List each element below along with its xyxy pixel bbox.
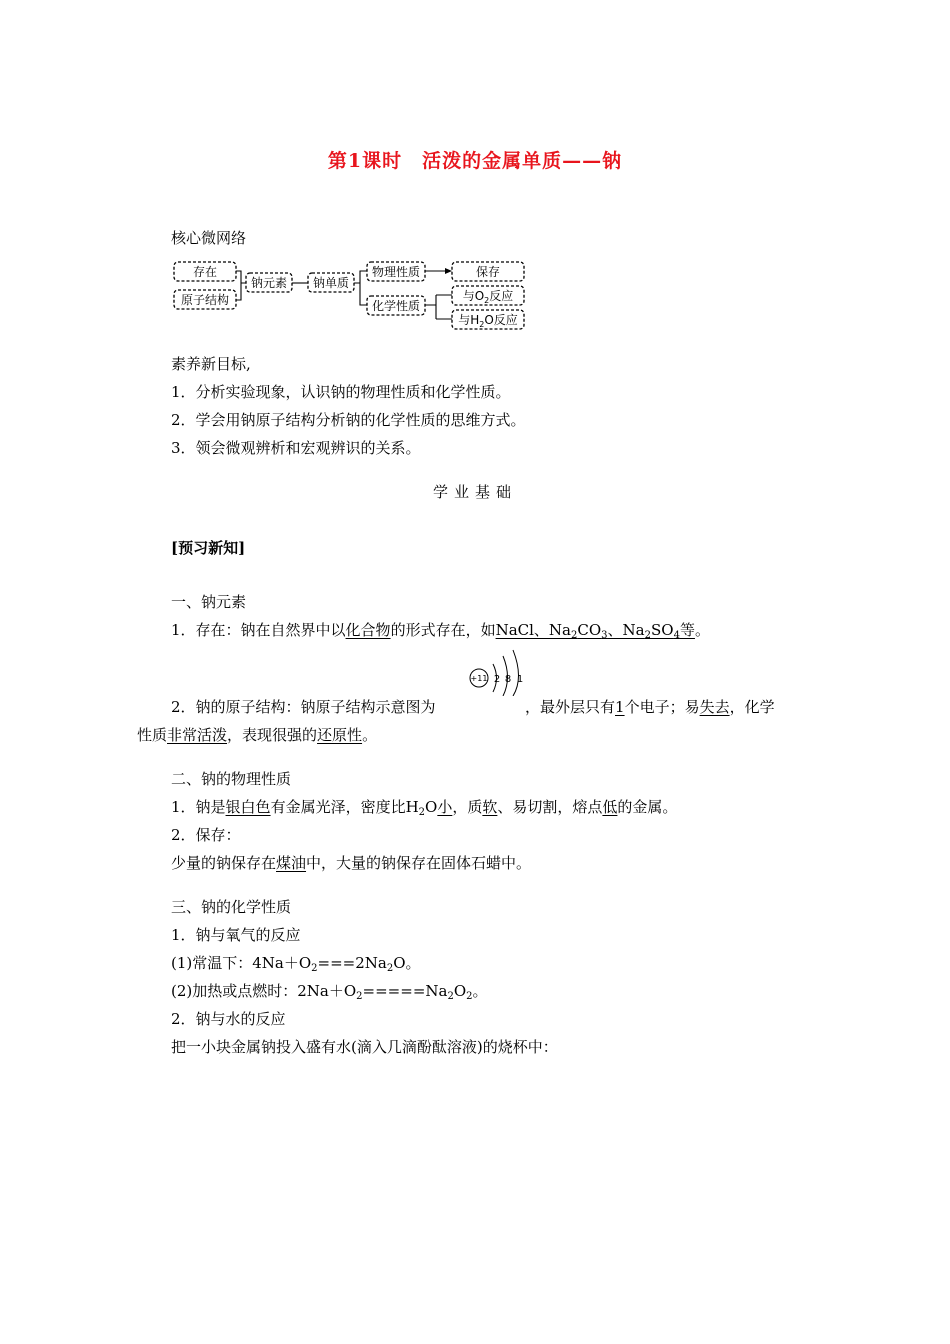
- shell-count: 2: [493, 674, 501, 685]
- part2-line3: 少量的钠保存在煤油中，大量的钠保存在固体石蜡中。: [171, 854, 532, 872]
- part1-line1: 1．存在：钠在自然界中以化合物的形式存在，如NaCl、$Na_2CO_3$、$Na_2SO_4$等。: [171, 621, 710, 641]
- connector-right: [354, 271, 367, 305]
- reaction-line-1: (1)常温下：$4Na+O_2===2Na_2O$。: [171, 954, 421, 974]
- node-cunzai: 存在: [192, 265, 218, 279]
- part2-heading: 二、钠的物理性质: [171, 770, 292, 788]
- network-heading: 核心微网络: [171, 229, 247, 247]
- connector-huaxue-branch: [425, 295, 452, 319]
- part2-line1: 1．钠是银白色有金属光泽，密度比$H_2O$小，质软、易切割，熔点低的金属。: [171, 798, 678, 818]
- node-nayuansu: 钠元素: [250, 276, 288, 290]
- part1-heading: 一、钠元素: [171, 593, 247, 611]
- node-o2: 与$O_2$反应: [462, 289, 514, 305]
- shell-count: 1: [516, 674, 524, 685]
- shell-count: 8: [504, 674, 512, 685]
- node-huaxue: 化学性质: [371, 299, 421, 313]
- node-wuli: 物理性质: [371, 265, 421, 279]
- arrow-head: [445, 268, 452, 274]
- part2-line2: 2．保存：: [171, 826, 241, 844]
- connector-left: [236, 271, 246, 300]
- goal-item: 2．学会用钠原子结构分析钠的化学性质的思维方式。: [171, 411, 526, 429]
- goal-item: 1．分析实验现象，认识钠的物理性质和化学性质。: [171, 383, 511, 401]
- goals-heading: 素养新目标,: [171, 355, 251, 373]
- part1-line2-right: ，最外层只有1个电子；易失去，化学: [525, 698, 775, 716]
- preview-heading: [预习新知]: [171, 539, 246, 557]
- nucleus-label: +11: [470, 674, 488, 683]
- electron-shell-3: [513, 650, 519, 696]
- reaction-line-2: (2)加热或点燃时：$2Na+O_2=====Na_2O_2$。: [171, 982, 488, 1002]
- goal-item: 3．领会微观辨析和宏观辨识的关系。: [171, 439, 421, 457]
- part3-line3: 把一小块金属钠投入盛有水(滴入几滴酚酞溶液)的烧杯中：: [171, 1038, 558, 1056]
- node-yuanzi: 原子结构: [180, 293, 230, 307]
- node-nadanzhi: 钠单质: [312, 276, 350, 290]
- part3-line2: 2．钠与水的反应: [171, 1010, 286, 1028]
- core-network-diagram: [168, 258, 540, 336]
- page-title: 第1课时 活泼的金属单质——钠: [327, 150, 623, 172]
- section-title: 学业基础: [432, 483, 517, 501]
- part3-heading: 三、钠的化学性质: [171, 898, 292, 916]
- node-h2o: 与$H_2O$反应: [458, 313, 518, 329]
- part3-line1: 1．钠与氧气的反应: [171, 926, 301, 944]
- sodium-atom-diagram: [466, 646, 532, 696]
- part1-line2-left: 2．钠的原子结构：钠原子结构示意图为: [171, 698, 436, 716]
- node-baocun: 保存: [475, 265, 501, 279]
- part1-line3: 性质非常活泼，表现很强的还原性。: [137, 726, 378, 744]
